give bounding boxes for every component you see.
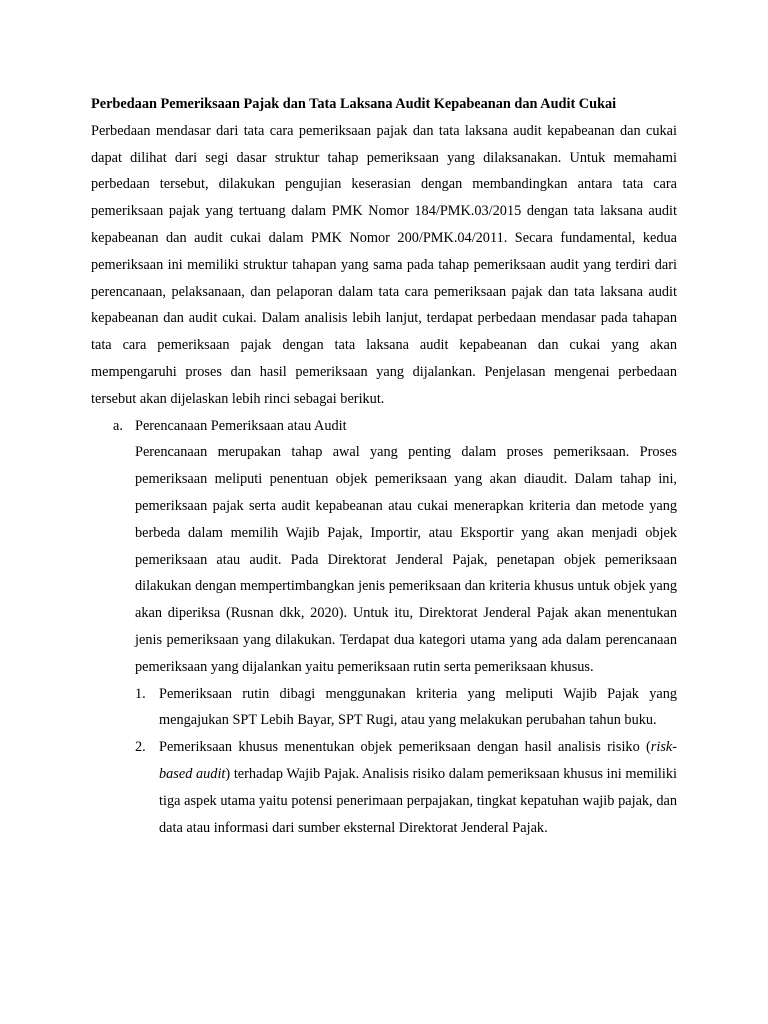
section-a-body: Perencanaan merupakan tahap awal yang penting dalam proses pemeriksaan. Proses pemeriksaan meliputi penentuan objek pemeriksaan yang akan diaudit. Dalam tahap ini, pemeriksaan pajak serta audit kepabeanan atau cukai menerapkan kriteria dan metode yang berbeda dalam memilih Wajib Pajak, Importir, atau Eksportir yang akan menjadi objek pemeriksaan atau audit. Pada Direktorat Jenderal Pajak, penetapan objek pemeriksaan dilakukan dengan mempertimbangkan jenis pemeriksaan dan kriteria khusus untuk objek yang akan diperiksa (Rusnan dkk, 2020). Untuk itu, Direktorat Jenderal Pajak akan menentukan jenis pemeriksaan yang dilakukan. Terdapat dua kategori utama yang ada dalam perencanaan pemeriksaan yang dijalankan yaitu pemeriksaan rutin serta pemeriksaan khusus. [135,444,677,675]
document-page [91,91,677,841]
list-item-italic-term: risk-based audit [159,739,677,782]
section-a [113,413,677,842]
list-item [135,681,677,735]
section-a-marker: a. [113,417,123,434]
section-a-heading-line [113,413,677,440]
criteria-list [135,681,677,842]
document-title: Perbedaan Pemeriksaan Pajak dan Tata Laksana Audit Kepabeanan dan Audit Cukai [91,96,617,112]
section-a-heading: Perencanaan Pemeriksaan atau Audit [135,417,347,434]
list-item-text-start: Pemeriksaan khusus menentukan objek pemeriksaan dengan hasil analisis risiko ( [159,739,651,756]
list-item-number: 2. [135,739,146,756]
list-item [135,734,677,841]
intro-paragraph: Perbedaan mendasar dari tata cara pemeriksaan pajak dan tata laksana audit kepabeanan dan cukai dapat dilihat dari segi dasar struktur tahap pemeriksaan yang dilaksanakan. Untuk memahami perbedaan tersebut, dilakukan pengujian keserasian dengan membandingkan antara tata cara pemeriksaan pajak yang tertuang dalam PMK Nomor 184/PMK.03/2015 dengan tata laksana audit kepabeanan dan audit cukai dalam PMK Nomor 200/PMK.04/2011. Secara fundamental, kedua pemeriksaan ini memiliki struktur tahapan yang sama pada tahap pemeriksaan audit yang terdiri dari perencanaan, pelaksanaan, dan pelaporan dalam tata cara pemeriksaan pajak dan tata laksana audit kepabeanan dan audit cukai. Dalam analisis lebih lanjut, terdapat perbedaan mendasar pada tahapan tata cara pemeriksaan pajak dengan tata laksana audit kepabeanan dan cukai yang akan mempengaruhi proses dan hasil pemeriksaan yang dijalankan. Penjelasan mengenai perbedaan tersebut akan dijelaskan lebih rinci sebagai berikut. [91,122,677,407]
list-item-text: Pemeriksaan rutin dibagi menggunakan kriteria yang meliputi Wajib Pajak yang mengajukan SPT Lebih Bayar, SPT Rugi, atau yang melakukan perubahan tahun buku. [159,685,677,729]
list-item-number: 1. [135,685,146,702]
list-item-text-end: ) terhadap Wajib Pajak. Analisis risiko dalam pemeriksaan khusus ini memiliki tiga aspek utama yaitu potensi penerimaan perpajakan, tingkat kepatuhan wajib pajak, dan data atau informasi dari sumber eksternal Direktorat Jenderal Pajak. [159,765,677,836]
